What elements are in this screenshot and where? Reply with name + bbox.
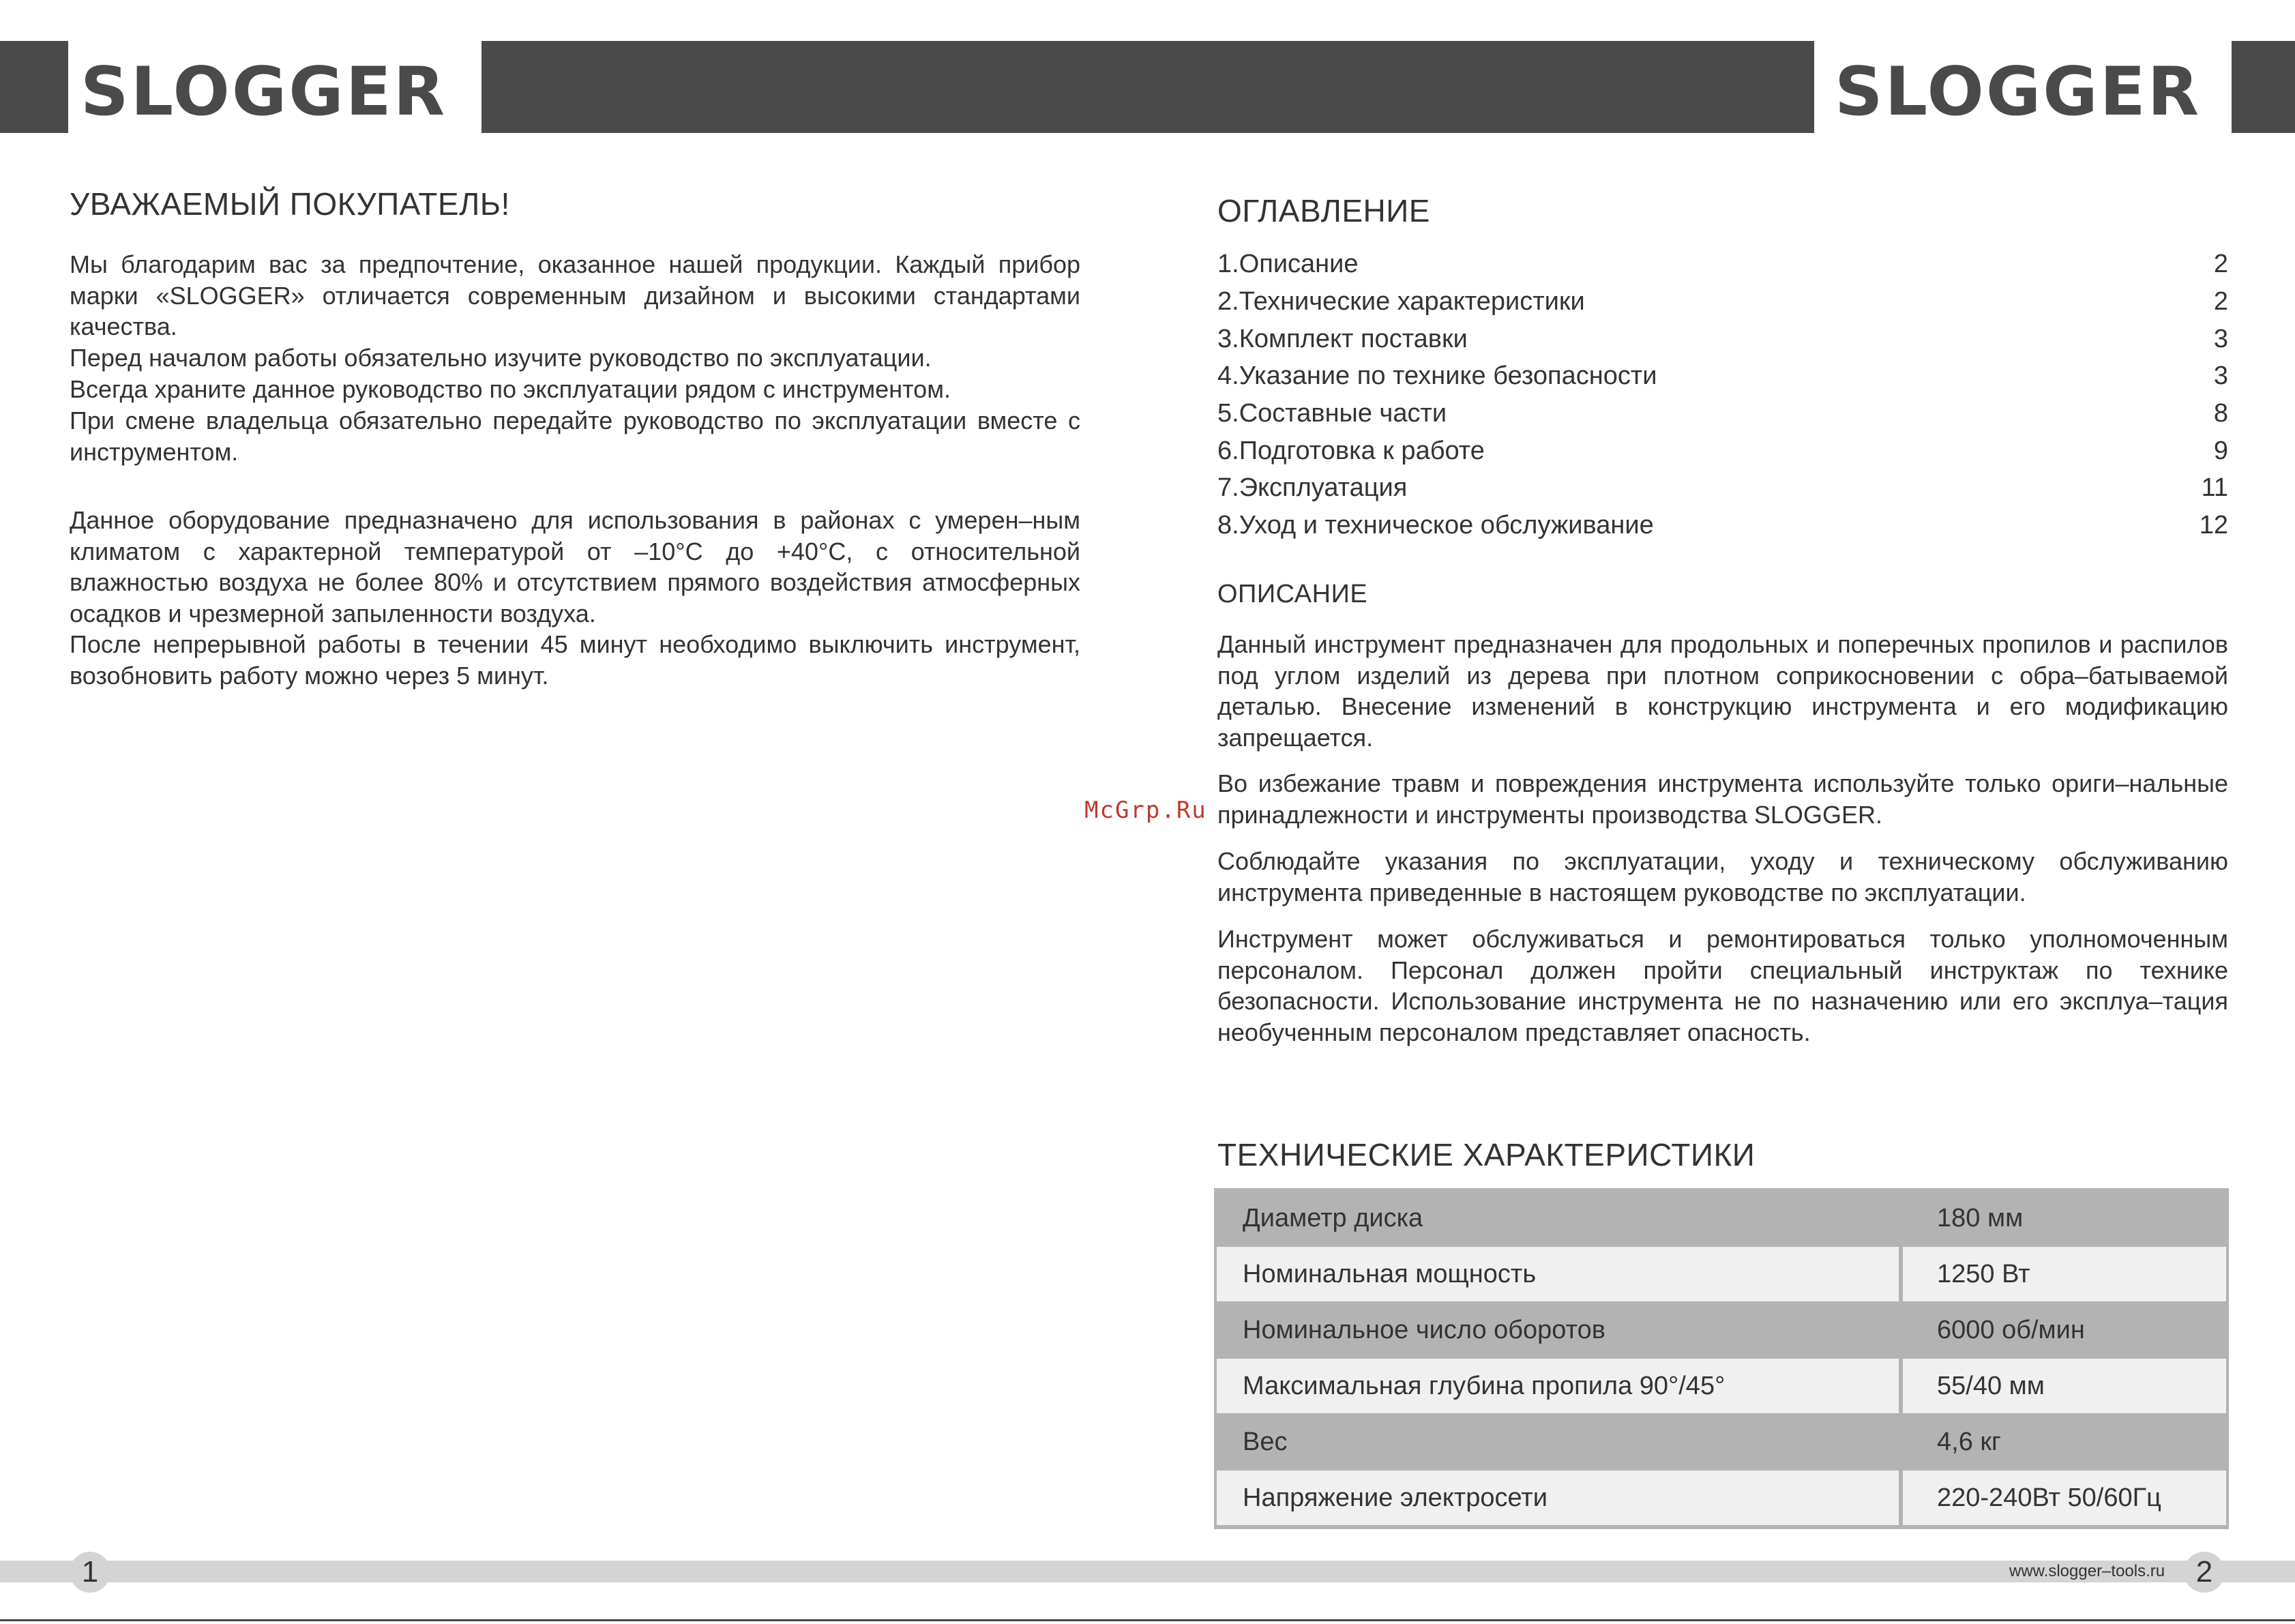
spec-row-max-cut-depth (1217, 1359, 2226, 1413)
description-paragraph-1: Данный инструмент предназначен для продольных и поперечных пропилов и распилов под углом изделий из дерева при плотном соприкосновении с обра–батываемой деталью. Внесение изменений в конструкцию инструмента и его модификацию запрещается. (1217, 630, 2228, 752)
toc-item-page: 3 (2213, 361, 2228, 390)
toc-item-7[interactable] (1217, 471, 2228, 505)
toc-item-label: 6.Подготовка к работе (1217, 437, 1485, 465)
page-number-left: 1 (70, 1552, 110, 1593)
toc-item-8[interactable] (1217, 508, 2228, 542)
description-title: ОПИСАНИЕ (1217, 580, 1368, 608)
toc-item-page: 8 (2213, 399, 2228, 428)
greeting-paragraph-3: Всегда храните данное руководство по эксплуатации рядом с инструментом. (70, 375, 951, 403)
greeting-paragraph-2: Перед началом работы обязательно изучите руководство по эксплуатации. (70, 344, 932, 372)
toc-item-page: 9 (2213, 437, 2228, 465)
spec-row-rated-power (1217, 1247, 2226, 1301)
toc-item-label: 2.Технические характеристики (1217, 287, 1585, 316)
toc-item-6[interactable] (1217, 434, 2228, 468)
logo-right: SLOGGER (1835, 53, 2202, 131)
toc-item-1[interactable] (1217, 247, 2228, 281)
specs-table (1214, 1188, 2229, 1529)
greeting-paragraph-1: Мы благодарим вас за предпочтение, оказанное нашей продукции. Каждый прибор марки «SLOGGER» отличается современным дизайном и высокими стандартами качества. (70, 250, 1080, 340)
website-url[interactable]: www.slogger–tools.ru (2009, 1562, 2165, 1580)
climate-paragraph: Данное оборудование предназначено для использования в районах с умерен–ным климатом с характерной температурой от –10°С до +40°С, с относительной влажностью воздуха не более 80% и отсутствием прямого воздействия атмосферных осадков и чрезмерной запыленности воздуха. (70, 506, 1080, 628)
spec-row-mains-voltage (1217, 1471, 2226, 1525)
toc-item-label: 4.Указание по технике безопасности (1217, 361, 1657, 390)
specs-title: ТЕХНИЧЕСКИЕ ХАРАКТЕРИСТИКИ (1217, 1137, 1756, 1172)
spec-value: 55/40 мм (1903, 1359, 2226, 1413)
greeting-title: УВАЖАЕМЫЙ ПОКУПАТЕЛЬ! (70, 186, 510, 222)
spec-value: 180 мм (1903, 1191, 2226, 1245)
spec-name: Напряжение электросети (1217, 1471, 1899, 1525)
spec-row-disc-diameter (1217, 1191, 2226, 1245)
toc-item-page: 2 (2213, 250, 2228, 278)
toc-item-5[interactable] (1217, 396, 2228, 430)
greeting-paragraph-4: При смене владельца обязательно передайте руководство по эксплуатации вместе с инструментом. (70, 407, 1080, 466)
toc-item-page: 2 (2213, 287, 2228, 316)
spec-value: 220-240Вт 50/60Гц (1903, 1471, 2226, 1525)
toc-item-label: 1.Описание (1217, 250, 1359, 278)
toc-item-4[interactable] (1217, 359, 2228, 393)
description-paragraph-2: Во избежание травм и повреждения инструмента используйте только ориги–нальные принадлежности и инструменты производства SLOGGER. (1217, 769, 2228, 829)
watermark: McGrp.Ru (1084, 797, 1207, 824)
spec-value: 1250 Вт (1903, 1247, 2226, 1301)
spec-row-rated-speed (1217, 1303, 2226, 1357)
spec-row-weight (1217, 1415, 2226, 1469)
spec-name: Максимальная глубина пропила 90°/45° (1217, 1359, 1899, 1413)
toc-item-label: 7.Эксплуатация (1217, 473, 1408, 502)
toc-item-page: 12 (2199, 511, 2228, 540)
toc-item-label: 5.Составные части (1217, 399, 1447, 428)
spec-name: Номинальная мощность (1217, 1247, 1899, 1301)
footer-line (0, 1619, 2295, 1621)
spec-value: 4,6 кг (1903, 1415, 2226, 1469)
footer-bar (0, 1561, 2295, 1582)
page-number-right: 2 (2184, 1552, 2225, 1593)
toc-item-page: 11 (2201, 473, 2228, 502)
header-bar-left-edge (0, 41, 68, 133)
spec-name: Номинальное число оборотов (1217, 1303, 1899, 1357)
header-bar-right-edge (2232, 41, 2295, 133)
spec-name: Диаметр диска (1217, 1191, 1899, 1245)
toc-item-label: 8.Уход и техническое обслуживание (1217, 511, 1654, 540)
toc-item-label: 3.Комплект поставки (1217, 325, 1468, 353)
toc-item-3[interactable] (1217, 322, 2228, 356)
description-paragraph-3: Соблюдайте указания по эксплуатации, уходу и техническому обслуживанию инструмента приведенные в настоящем руководстве по эксплуатации. (1217, 847, 2228, 906)
toc-item-2[interactable] (1217, 284, 2228, 319)
header-bar-center (482, 41, 1814, 133)
spec-name: Вес (1217, 1415, 1899, 1469)
description-paragraph-4: Инструмент может обслуживаться и ремонтироваться только уполномоченным персоналом. Персонал должен пройти специальный инструктаж по технике безопасности. Использование инструмента не по назначению или его эксплуа–тация необученным персоналом представляет опасность. (1217, 925, 2228, 1046)
logo-left: SLOGGER (80, 53, 447, 131)
toc-item-page: 3 (2213, 325, 2228, 353)
spec-value: 6000 об/мин (1903, 1303, 2226, 1357)
operation-limit-paragraph: После непрерывной работы в течении 45 минут необходимо выключить инструмент, возобновить работу можно через 5 минут. (70, 630, 1080, 690)
toc-title: ОГЛАВЛЕНИЕ (1217, 193, 1430, 228)
